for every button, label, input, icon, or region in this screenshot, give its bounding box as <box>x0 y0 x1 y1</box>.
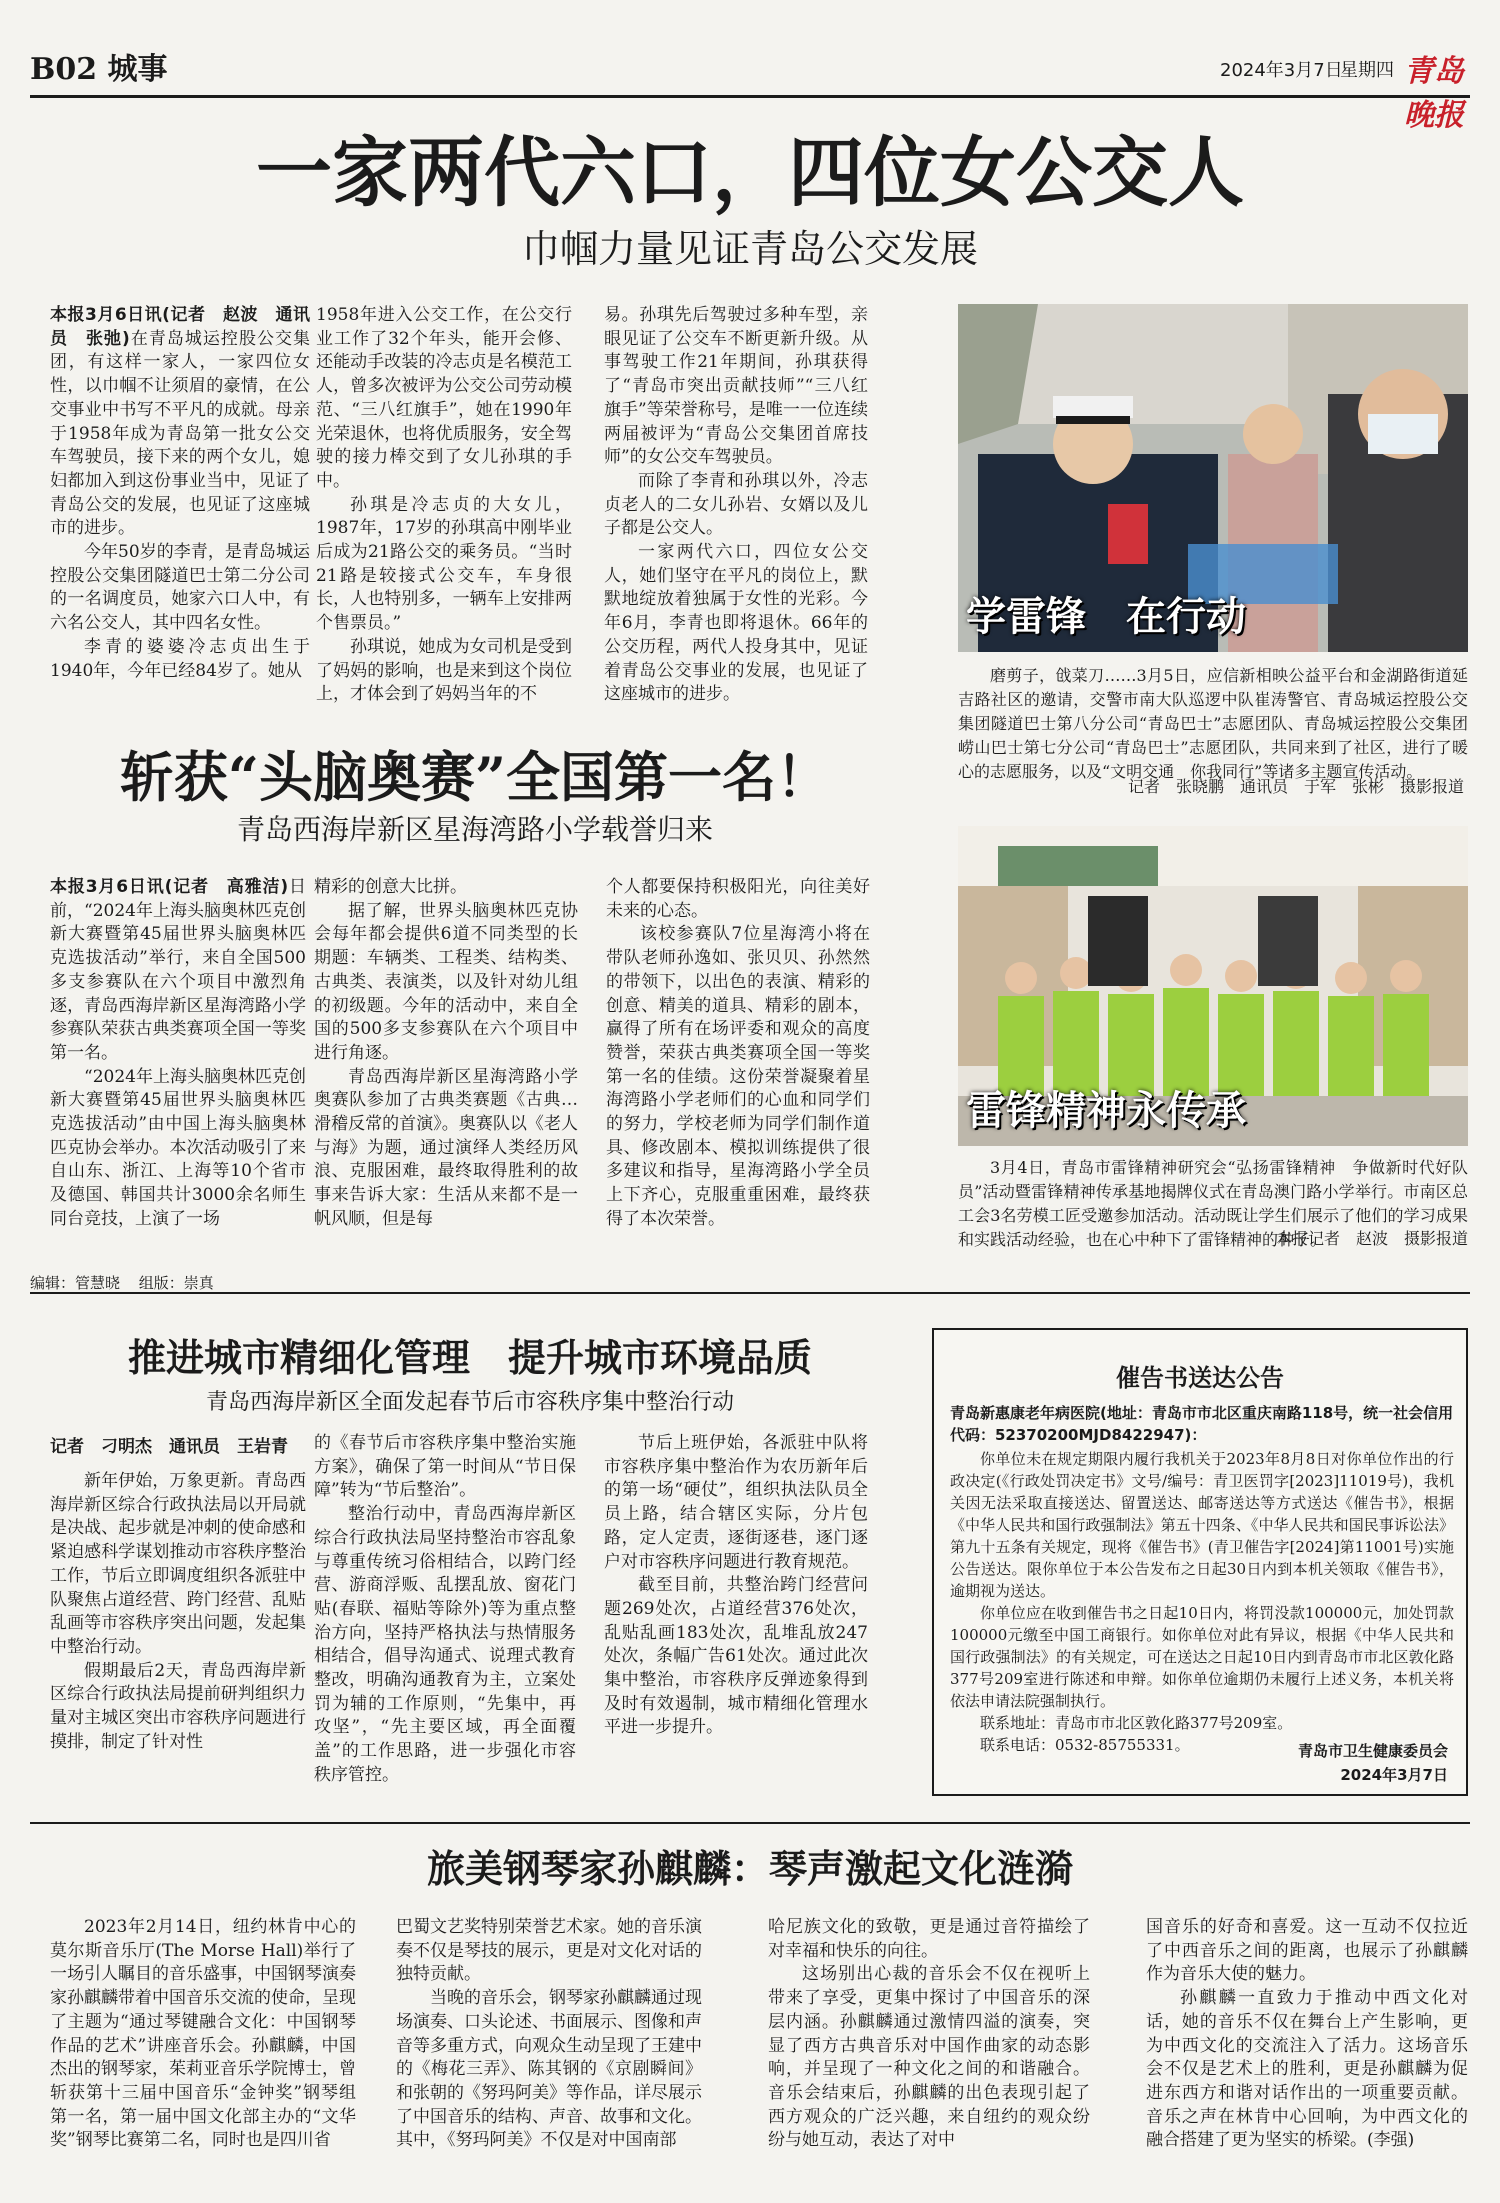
issue-weekday: 星期四 <box>1340 60 1394 81</box>
paragraph: 当晚的音乐会，钢琴家孙麒麟通过现场演奏、口头论述、书面展示、图像和声音等多重方式，向观众生动呈现了王建中的《梅花三弄》、陈其钢的《京剧瞬间》和张朝的《努玛阿美》等作品，详尽展示了中国音乐的结构、声音、故事和文化。其中，《努玛阿美》不仅是对中国南部 <box>396 1988 702 2151</box>
story2-column-2 <box>314 876 578 1256</box>
paragraph: 李青的婆婆冷志贞出生于1940年，今年已经84岁了。她从 <box>50 636 310 681</box>
story4-headline: 旅美钢琴家孙麒麟：琴声激起文化涟漪 <box>426 1846 1073 1891</box>
newspaper-logo: 青岛晚报 <box>1404 54 1464 133</box>
paragraph: 精彩的创意大比拼。 <box>314 877 467 897</box>
paragraph: 节后上班伊始，各派驻中队将市容秩序集中整治作为农历新年后的第一场“硬仗”，组织执法队员全员上路，结合辖区实际，分片包路，定人定责，逐街逐巷，逐门逐户对市容秩序问题进行教育规范。 <box>604 1433 868 1572</box>
notice-signature-org: 青岛市卫生健康委员会 <box>1297 1742 1448 1760</box>
paragraph: 今年50岁的李青，是青岛城运控股公交集团隧道巴士第二分公司的一名调度员，她家六口人中，有六名公交人，其中四名女性。 <box>50 542 310 634</box>
paragraph: 青岛西海岸新区星海湾路小学奥赛队参加了古典类赛题《古典…滑稽反常的首演》。奥赛队以《老人与海》为题，通过演绎人类经历风浪、克服困难，最终取得胜利的故事来告诉大家：生活从来都不是一帆风顺，但是每 <box>314 1066 578 1229</box>
paragraph: 个人都要保持积极阳光，向往美好未来的心态。 <box>606 877 870 921</box>
paragraph: 巴蜀文艺奖特别荣誉艺术家。她的音乐演奏不仅是琴技的展示，更是对文化对话的独特贡献。 <box>396 1917 702 1985</box>
photo-lei-feng-ceremony <box>958 826 1468 1146</box>
story3-byline: 记者 刁明杰 通讯员 王岩青 <box>50 1437 288 1457</box>
photo1-credit: 记者 张晓鹏 通讯员 于军 张彬 摄影报道 <box>1128 777 1465 796</box>
public-notice-box <box>932 1328 1468 1796</box>
paragraph: 2023年2月14日，纽约林肯中心的莫尔斯音乐厅(The Morse Hall)举行了一场引人瞩目的音乐盛事，中国钢琴演奏家孙麒麟带着中国音乐交流的使命，呈现了主题为“通过琴键融合文化：中国钢琴作品的艺术”讲座音乐会。孙麒麟，中国杰出的钢琴家，茱莉亚音乐学院博士，曾斩获第十三届中国音乐“金钟奖”钢琴组第一名，第一届中国文化部主办的“文华奖”钢琴比赛第二名，同时也是四川省 <box>50 1917 356 2151</box>
story3-column-1 <box>50 1470 306 1810</box>
paragraph: 孙琪是冷志贞的大女儿，1987年，17岁的孙琪高中刚毕业后成为21路公交的乘务员。“当时21路是较接式公交车，车身很长，人也特别多，一辆车上安排两个售票员。” <box>316 494 572 634</box>
section-divider <box>30 1822 1470 1824</box>
notice-addressee: 青岛新惠康老年病医院(地址：青岛市市北区重庆南路118号，统一社会信用代码：52370200MJD8422947)： <box>950 1404 1454 1444</box>
story1-headline: 一家两代六口，四位女公交人 <box>256 128 1244 217</box>
story1-column-1: 本报3月6日讯(记者 赵波 通讯员 张弛)在青岛城运控股公交集团，有这样一家人，一家四位女性，以巾帼不让须眉的豪情，在公交事业中书写不平凡的成就。母亲于1958年成为青岛第一批女公交车驾驶员，接下来的两个女儿，媳妇都加入到这份事业当中，见证了青岛公交的发展，也见证了这座城市的进步。 今年50岁的李青，是青岛城运控股公交集团隧道巴士第二分公司的一名调度员，她家六口人中，有六名公交人，其中四名女性。 李青的婆婆冷志贞出生于1940年，今年已经84岁了。她从 <box>50 304 310 714</box>
paragraph: 据了解，世界头脑奥林匹克协会每年都会提供6道不同类型的长期题：车辆类、工程类、结构类、古典类、表演类，以及针对幼儿组的初级题。今年的活动中，来自全国的500多支参赛队在六个项目中进行角逐。 <box>314 900 578 1063</box>
paragraph: 孙麒麟一直致力于推动中西文化对话，她的音乐不仅在舞台上产生影响，更为中西文化的交流注入了活力。这场音乐会不仅是艺术上的胜利，更是孙麒麟为促进东西方和谐对话作出的一项重要贡献。音乐之声在林肯中心回响，为中西文化的融合搭建了更为坚实的桥梁。(李强) <box>1146 1988 1468 2151</box>
paragraph: 易。孙琪先后驾驶过多种车型，亲眼见证了公交车不断更新升级。从事驾驶工作21年期间，孙琪获得了“青岛市突出贡献技师”“三八红旗手”等荣誉称号，是唯一一位连续两届被评为“青岛公交集团首席技师”的女公交车驾驶员。 <box>604 305 868 468</box>
paragraph: 整治行动中，青岛西海岸新区综合行政执法局坚持整治市容乱象与尊重传统习俗相结合，以跨门经营、游商浮贩、乱摆乱放、窗花门贴(春联、福贴等除外)等为重点整治方向，坚持严格执法与热情服务相结合，倡导沟通式、说理式教育整改，明确沟通教育为主，立案处罚为辅的工作原则，“先集中，再攻坚”，“先主要区域，再全面覆盖”的工作思路，进一步强化市容秩序管控。 <box>314 1504 576 1785</box>
editor-line <box>30 1272 1470 1294</box>
paragraph: 这场别出心裁的音乐会不仅在视听上带来了享受，更集中探讨了中国音乐的深层内涵。孙麒麟通过激情四溢的演奏，突显了西方古典音乐对中国作曲家的动态影响，并呈现了一种文化之间的和谐融合。音乐会结束后，孙麒麟的出色表现引起了西方观众的广泛兴趣，来自纽约的观众纷纷与她互动，表达了对中 <box>768 1964 1090 2151</box>
story1-column-3 <box>604 304 868 714</box>
photo-title-overlay: 学雷锋 在行动 <box>966 593 1246 640</box>
photo-volunteer-service <box>958 304 1468 652</box>
story4-column-2 <box>396 1916 702 2198</box>
paragraph: 而除了李青和孙琪以外，冷志贞老人的二女儿孙岩、女婿以及儿子都是公交人。 <box>604 470 868 539</box>
story1-subhead: 巾帼力量见证青岛公交发展 <box>521 227 978 271</box>
story2-lead: 本报3月6日讯(记者 高雅洁) <box>50 877 289 897</box>
paragraph: 国音乐的好奇和喜爱。这一互动不仅拉近了中西音乐之间的距离，也展示了孙麒麟作为音乐大使的魅力。 <box>1146 1917 1468 1985</box>
story2-subhead: 青岛西海岸新区星海湾路小学载誉归来 <box>236 813 713 846</box>
paragraph: 联系地址：青岛市市北区敦化路377号209室。 <box>980 1714 1293 1732</box>
paragraph: 孙琪说，她成为女司机是受到了妈妈的影响，也是来到这个岗位上，才体会到了妈妈当年的不 <box>316 636 572 705</box>
photo-title-overlay: 雷锋精神永传承 <box>966 1087 1246 1134</box>
paragraph: 哈尼族文化的致敬，更是通过音符描绘了对幸福和快乐的向往。 <box>768 1917 1090 1961</box>
paragraph: 的《春节后市容秩序集中整治实施方案》，确保了第一时间从“节日保障”转为“节后整治”。 <box>314 1433 576 1501</box>
story3-subhead: 青岛西海岸新区全面发起春节后市容秩序集中整治行动 <box>205 1390 734 1415</box>
paragraph: “2024年上海头脑奥林匹克创新大赛暨第45届世界头脑奥林匹克选拔活动”由中国上海头脑奥林匹克协会举办。本次活动吸引了来自山东、浙江、上海等10个省市及德国、韩国共计3000余名师生同台竞技，上演了一场 <box>50 1066 306 1229</box>
story4-column-1 <box>50 1916 356 2198</box>
photo2-caption: 3月4日，青岛市雷锋精神研究会“弘扬雷锋精神 争做新时代好队员”活动暨雷锋精神传承基地揭牌仪式在青岛澳门路小学举行。市南区总工会3名劳模工匠受邀参加活动。活动既让学生们展示了他们的学习成果和实践活动经验，也在心中种下了雷锋精神的种子。 <box>958 1158 1468 1249</box>
story2-column-1: 本报3月6日讯(记者 高雅洁)日前，“2024年上海头脑奥林匹克创新大赛暨第45届世界头脑奥林匹克选拔活动”举行，来自全国500多支参赛队在六个项目中激烈角逐，青岛西海岸新区星海湾路小学参赛队荣获古典类赛项全国一等奖第一名。 “2024年上海头脑奥林匹克创新大赛暨第45届世界头脑奥林匹克选拔活动”由中国上海头脑奥林匹克协会举办。本次活动吸引了来自山东、浙江、上海等10个省市及德国、韩国共计3000余名师生同台竞技，上演了一场 <box>50 876 306 1256</box>
paragraph: 你单位未在规定期限内履行我机关于2023年8月8日对你单位作出的行政决定(《行政处罚决定书》文号/编号：青卫医罚字[2023]11019号)，我机关因无法采取直接送达、留置送达、邮寄送达等方式送达《催告书》，根据《中华人民共和国行政强制法》第五十四条、《中华人民共和国民事诉讼法》第九十五条有关规定，现将《催告书》(青卫催告字[2024]第11001号)实施公告送达。限你单位于本公告发布之日起30日内到本机关领取《催告书》，逾期视为送达。 <box>950 1450 1454 1600</box>
story3-headline: 推进城市精细化管理 提升城市环境品质 <box>127 1335 812 1380</box>
photo1-caption: 磨剪子，戗菜刀……3月5日，应信新相映公益平台和金湖路街道延吉路社区的邀请，交警市南大队巡逻中队崔涛警官、青岛城运控股公交集团隧道巴士第八分公司“青岛巴士”志愿团队、青岛城运控股公交集团崂山巴士第七分公司“青岛巴士”志愿团队，共同来到了社区，进行了暖心的志愿服务，以及“文明交通 你我同行”等诸多主题宣传活动。 <box>958 666 1468 781</box>
paragraph: 假期最后2天，青岛西海岸新区综合行政执法局提前研判组织力量对主城区突出市容秩序问题进行摸排，制定了针对性 <box>50 1660 306 1752</box>
story2-headline: 斩获“头脑奥赛”全国第一名！ <box>119 745 831 809</box>
story4-column-4 <box>1146 1916 1468 2198</box>
notice-signature-date: 2024年3月7日 <box>1340 1766 1448 1784</box>
story1-column-2 <box>316 304 572 714</box>
story3-column-2 <box>314 1432 576 1812</box>
story3-column-3 <box>604 1432 868 1812</box>
paragraph: 1958年进入公交工作，在公交行业工作了32个年头，能开会修、还能动手改装的冷志贞是名模范工人，曾多次被评为公交公司劳动模范、“三八红旗手”，她在1990年光荣退休，也将优质服务，安全驾驶的接力棒交到了女儿孙琪的手中。 <box>316 305 572 491</box>
paragraph: 该校参赛队7位星海湾小将在带队老师孙逸如、张贝贝、孙然然的带领下，以出色的表演、精彩的创意、精美的道具、精彩的剧本，赢得了所有在场评委和观众的高度赞誉，荣获古典类赛项全国一等奖第一名的佳绩。这份荣誉凝聚着星海湾路小学老师们的心血和同学们的努力，学校老师为同学们制作道具、修改剧本、模拟训练提供了很多建议和指导，星海湾路小学全员上下齐心，克服重重困难，最终获得了本次荣誉。 <box>606 924 870 1229</box>
notice-body <box>950 1448 1454 1756</box>
paragraph: 你单位应在收到催告书之日起10日内，将罚没款100000元，加处罚款100000元缴至中国工商银行。如你单位对此有异议，根据《中华人民共和国行政强制法》的有关规定，可在送达之日起10日内到青岛市市北区敦化路377号209室进行陈述和申辩。如你单位逾期仍未履行上述义务，本机关将依法申请法院强制执行。 <box>950 1604 1454 1710</box>
story4-column-3 <box>768 1916 1090 2198</box>
notice-title: 催告书送达公告 <box>1116 1363 1284 1392</box>
paragraph: 截至目前，共整治跨门经营问题269处次，占道经营376处次，乱贴乱画183处次，乱堆乱放247处次，条幅广告61处次。通过此次集中整治，市容秩序反弹迹象得到及时有效遏制，城市精细化管理水平进一步提升。 <box>604 1575 868 1738</box>
paragraph: 一家两代六口，四位女公交人，她们坚守在平凡的岗位上，默默地绽放着独属于女性的光彩。今年6月，李青也即将退休。66年的公交历程，两代人投身其中，见证着青岛公交事业的发展，也见证了这座城市的进步。 <box>604 542 868 705</box>
layout-name: 组版：崇真 <box>138 1274 214 1292</box>
page-section-label: B02 城事 <box>30 52 168 87</box>
photo2-credit: 本报记者 赵波 摄影报道 <box>1276 1229 1469 1248</box>
page-masthead <box>30 40 1470 133</box>
story1-lead: 本报3月6日讯(记者 赵波 通讯员 张弛) <box>50 305 310 349</box>
story2-column-3 <box>606 876 870 1256</box>
paragraph: 新年伊始，万象更新。青岛西海岸新区综合行政执法局以开局就是决战、起步就是冲刺的使命感和紧迫感科学谋划推动市容秩序整治工作，节后立即调度组织各派驻中队聚焦占道经营、跨门经营、乱贴乱画等市容秩序突出问题，发起集中整治行动。 <box>50 1471 306 1657</box>
editor-name: 编辑：管慧晓 <box>30 1274 121 1292</box>
paragraph: 联系电话：0532-85755331。 <box>980 1736 1190 1754</box>
issue-date: 2024年3月7日 <box>1220 60 1343 81</box>
